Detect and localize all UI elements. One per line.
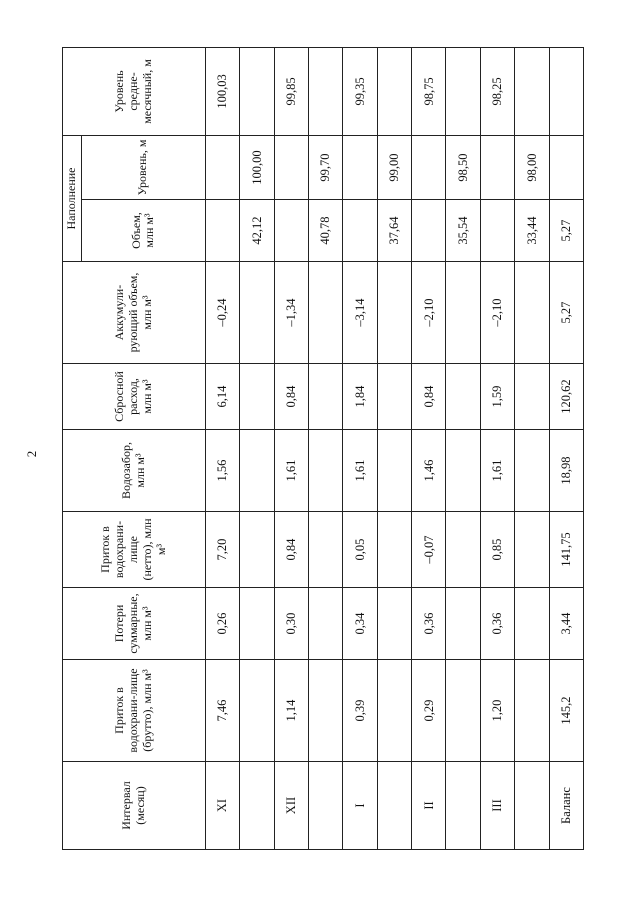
cell-level [480,135,514,199]
cell-avg-level: 98,75 [412,47,446,135]
cell-interval [515,762,549,850]
cell-level [412,135,446,199]
cell-inflow-net: 0,84 [274,512,308,588]
cell-discharge [515,364,549,430]
cell-accumulated [240,262,274,364]
cell-avg-level [446,47,480,135]
cell-inflow-gross [446,660,480,762]
cell-avg-level: 99,85 [274,47,308,135]
cell-inflow-net [377,512,411,588]
cell-level [549,135,583,199]
cell-discharge: 120,62 [549,364,583,430]
cell-level: 98,50 [446,135,480,199]
table-row [480,47,514,849]
cell-withdrawal [308,430,342,512]
cell-volume [205,200,239,262]
cell-interval: Баланс [549,762,583,850]
cell-interval: III [480,762,514,850]
cell-inflow-net: 0,85 [480,512,514,588]
cell-volume [480,200,514,262]
cell-accumulated: 5,27 [549,262,583,364]
cell-losses: 0,36 [412,588,446,660]
cell-losses [446,588,480,660]
cell-avg-level: 99,35 [343,47,377,135]
cell-inflow-gross: 1,20 [480,660,514,762]
cell-inflow-gross [377,660,411,762]
cell-inflow-net [308,512,342,588]
cell-withdrawal: 1,46 [412,430,446,512]
cell-interval: I [343,762,377,850]
cell-volume: 5,27 [549,200,583,262]
table-row [205,47,239,849]
cell-accumulated [515,262,549,364]
cell-avg-level: 98,25 [480,47,514,135]
page-number: 2 [24,450,39,458]
cell-volume: 35,54 [446,200,480,262]
cell-interval: XI [205,762,239,850]
table-row [412,47,446,849]
cell-withdrawal [515,430,549,512]
cell-losses: 3,44 [549,588,583,660]
cell-inflow-net: 7,20 [205,512,239,588]
table-body [205,47,583,849]
cell-volume: 37,64 [377,200,411,262]
cell-volume [274,200,308,262]
cell-interval: XII [274,762,308,850]
header-withdrawal: Водозабор, млн м³ [63,430,206,512]
cell-losses [515,588,549,660]
cell-volume [343,200,377,262]
cell-accumulated: –3,14 [343,262,377,364]
cell-withdrawal: 1,61 [480,430,514,512]
header-inflow-gross: Приток в водохрани-лище (брутто), млн м³ [63,660,206,762]
cell-discharge: 6,14 [205,364,239,430]
cell-inflow-net: 141,75 [549,512,583,588]
cell-inflow-gross: 1,14 [274,660,308,762]
table-row [274,47,308,849]
header-accumulated: Аккумули-рующий объем, млн м³ [63,262,206,364]
cell-discharge [308,364,342,430]
cell-interval [308,762,342,850]
reservoir-balance-table [62,47,584,850]
table-row [446,47,480,849]
cell-inflow-gross [515,660,549,762]
cell-inflow-gross: 145,2 [549,660,583,762]
cell-inflow-net [446,512,480,588]
cell-inflow-net [240,512,274,588]
cell-discharge: 0,84 [274,364,308,430]
cell-inflow-gross: 0,39 [343,660,377,762]
cell-withdrawal [240,430,274,512]
cell-level [274,135,308,199]
rotated-table-container [62,48,584,850]
table-row [240,47,274,849]
cell-accumulated: –0,24 [205,262,239,364]
cell-withdrawal: 1,56 [205,430,239,512]
cell-inflow-gross [308,660,342,762]
cell-inflow-gross: 7,46 [205,660,239,762]
cell-losses [377,588,411,660]
cell-volume: 33,44 [515,200,549,262]
cell-avg-level [377,47,411,135]
cell-withdrawal [377,430,411,512]
cell-interval [240,762,274,850]
cell-discharge [446,364,480,430]
cell-interval: II [412,762,446,850]
cell-losses: 0,26 [205,588,239,660]
header-avg-level: Уровень средне-месячный, м [63,47,206,135]
cell-level [343,135,377,199]
header-filling: Наполнение [63,135,82,261]
cell-withdrawal: 1,61 [343,430,377,512]
header-level: Уровень, м [81,135,205,199]
cell-accumulated [446,262,480,364]
cell-avg-level [240,47,274,135]
table-row [308,47,342,849]
cell-losses: 0,30 [274,588,308,660]
cell-discharge [240,364,274,430]
header-interval: Интервал (месяц) [63,762,206,850]
table-row [515,47,549,849]
header-losses: Потери суммарные, млн м³ [63,588,206,660]
cell-level [205,135,239,199]
cell-discharge [377,364,411,430]
cell-volume: 40,78 [308,200,342,262]
cell-inflow-net: 0,05 [343,512,377,588]
cell-withdrawal: 1,61 [274,430,308,512]
header-inflow-net: Приток в водохрани-лище (нетто), млн м³ [63,512,206,588]
cell-losses: 0,36 [480,588,514,660]
cell-level: 99,00 [377,135,411,199]
cell-discharge: 0,84 [412,364,446,430]
cell-interval [377,762,411,850]
cell-avg-level [549,47,583,135]
cell-level: 98,00 [515,135,549,199]
cell-interval [446,762,480,850]
cell-discharge: 1,59 [480,364,514,430]
header-discharge: Сбросной расход, млн м³ [63,364,206,430]
table-row [549,47,583,849]
table-row [377,47,411,849]
cell-losses: 0,34 [343,588,377,660]
cell-volume [412,200,446,262]
cell-accumulated [308,262,342,364]
table-row [343,47,377,849]
cell-avg-level [308,47,342,135]
cell-level: 100,00 [240,135,274,199]
cell-volume: 42,12 [240,200,274,262]
cell-withdrawal: 18,98 [549,430,583,512]
cell-avg-level: 100,03 [205,47,239,135]
cell-accumulated: –2,10 [480,262,514,364]
cell-accumulated: –1,34 [274,262,308,364]
cell-losses [308,588,342,660]
cell-inflow-gross [240,660,274,762]
cell-discharge: 1,84 [343,364,377,430]
cell-inflow-net [515,512,549,588]
cell-avg-level [515,47,549,135]
header-volume: Объем, млн м³ [81,200,205,262]
cell-accumulated: –2,10 [412,262,446,364]
cell-inflow-gross: 0,29 [412,660,446,762]
cell-inflow-net: –0,07 [412,512,446,588]
cell-accumulated [377,262,411,364]
cell-withdrawal [446,430,480,512]
cell-level: 99,70 [308,135,342,199]
cell-losses [240,588,274,660]
